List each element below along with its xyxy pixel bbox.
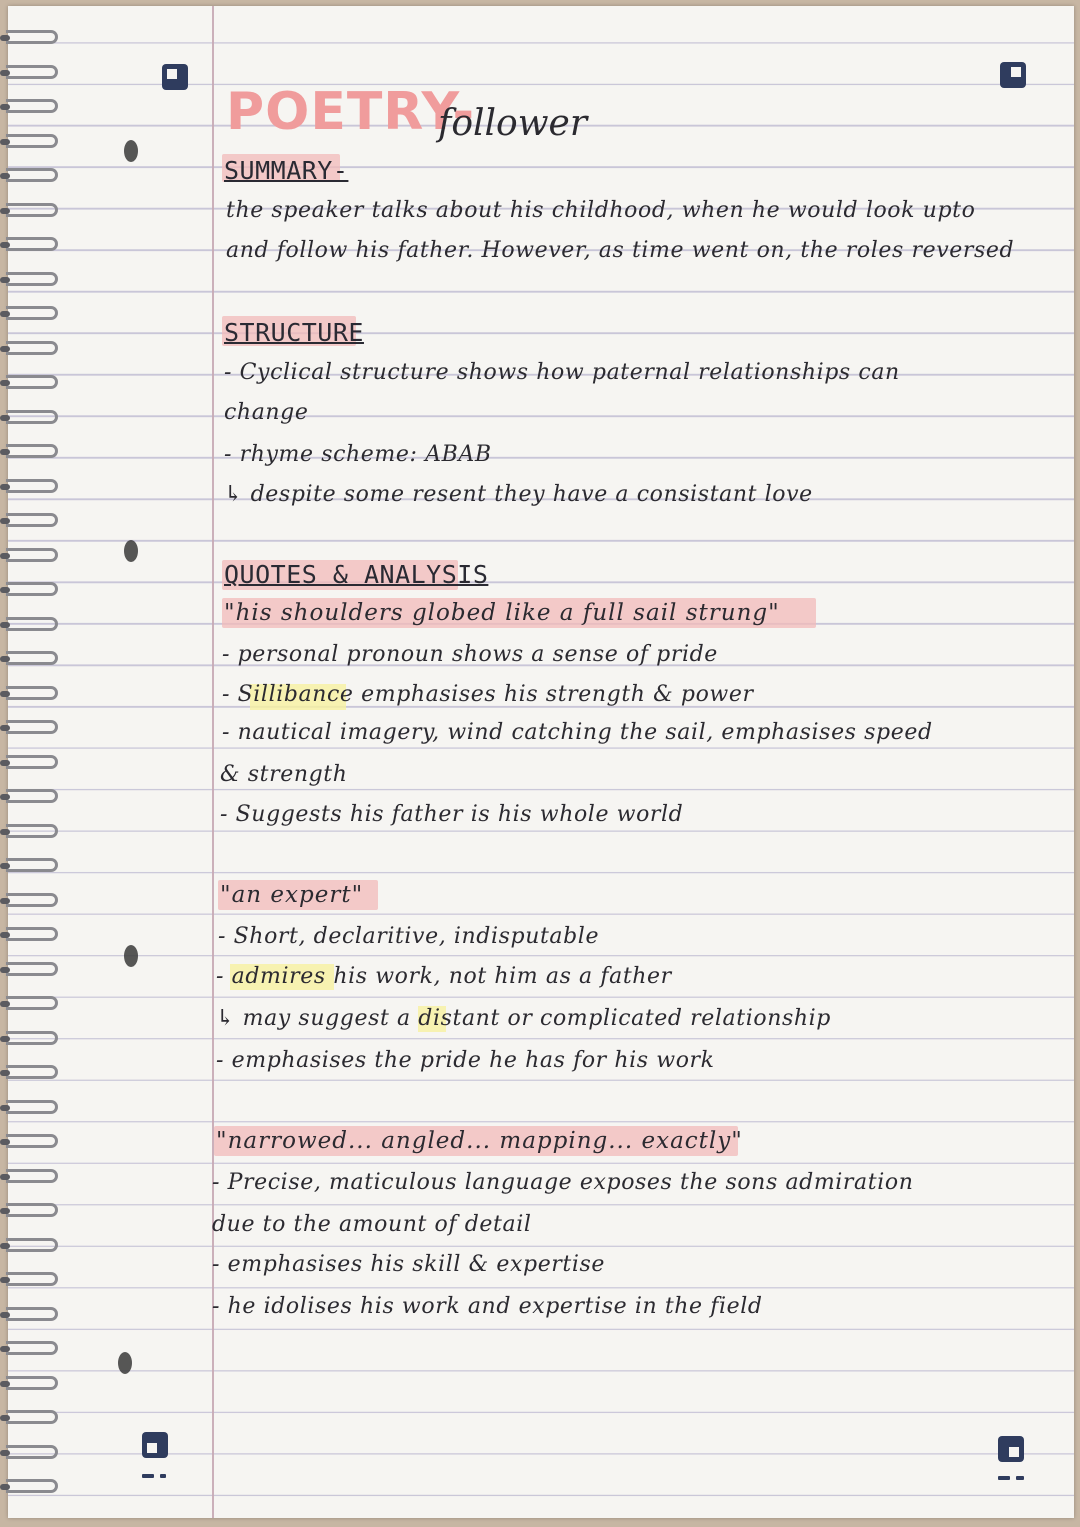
spiral-ring <box>6 479 58 493</box>
spiral-ring <box>6 686 58 700</box>
structure-heading: STRUCTURE <box>224 318 364 347</box>
spiral-ring <box>6 789 58 803</box>
spiral-ring <box>6 203 58 217</box>
spiral-ring <box>6 1376 58 1390</box>
analysis-line: - Short, declaritive, indisputable <box>218 924 600 949</box>
spiral-ring <box>6 996 58 1010</box>
spiral-ring <box>6 99 58 113</box>
punch-hole <box>124 945 138 967</box>
spiral-ring <box>6 824 58 838</box>
analysis-line: - emphasises the pride he has for his work <box>216 1048 715 1073</box>
summary-line: the speaker talks about his childhood, when he would look upto <box>226 198 976 223</box>
page-marker-dash-icon <box>142 1474 154 1478</box>
structure-line: - Cyclical structure shows how paternal relationships can <box>224 360 900 385</box>
summary-heading: SUMMARY- <box>224 156 349 185</box>
spiral-ring <box>6 962 58 976</box>
page-corner-marker-icon <box>998 1436 1024 1462</box>
spiral-ring <box>6 893 58 907</box>
punch-hole <box>124 140 138 162</box>
spiral-ring <box>6 1238 58 1252</box>
spiral-ring <box>6 720 58 734</box>
spiral-ring <box>6 548 58 562</box>
analysis-line: - Sillibance emphasises his strength & power <box>222 682 754 707</box>
analysis-line: - Precise, maticulous language exposes the sons admiration <box>212 1170 914 1195</box>
page-marker-dash-icon <box>160 1474 166 1478</box>
spiral-ring <box>6 927 58 941</box>
spiral-ring <box>6 306 58 320</box>
page-corner-marker-icon <box>162 64 188 90</box>
spiral-ring <box>6 237 58 251</box>
spiral-ring <box>6 30 58 44</box>
analysis-line: - he idolises his work and expertise in the field <box>212 1294 763 1319</box>
spiral-ring <box>6 168 58 182</box>
spiral-ring <box>6 651 58 665</box>
spiral-ring <box>6 410 58 424</box>
spiral-ring <box>6 582 58 596</box>
spiral-ring <box>6 65 58 79</box>
spiral-ring <box>6 617 58 631</box>
spiral-ring <box>6 858 58 872</box>
margin-line <box>212 6 214 1518</box>
spiral-ring <box>6 272 58 286</box>
spiral-ring <box>6 134 58 148</box>
analysis-line: - personal pronoun shows a sense of pride <box>222 642 718 667</box>
spiral-ring <box>6 1272 58 1286</box>
page-marker-dash-icon <box>1016 1476 1024 1480</box>
analysis-line: due to the amount of detail <box>212 1212 532 1237</box>
spiral-ring <box>6 1479 58 1493</box>
quote-text: "an expert" <box>220 882 364 908</box>
analysis-line: - Suggests his father is his whole world <box>220 802 684 827</box>
punch-hole <box>124 540 138 562</box>
spiral-ring <box>6 1065 58 1079</box>
spiral-ring <box>6 1169 58 1183</box>
spiral-ring <box>6 1100 58 1114</box>
structure-line: - rhyme scheme: ABAB <box>224 442 492 467</box>
analysis-line: - nautical imagery, wind catching the sail, emphasises speed <box>222 720 933 745</box>
spiral-ring <box>6 1445 58 1459</box>
notebook-page <box>8 6 1074 1518</box>
spiral-ring <box>6 375 58 389</box>
analysis-line: & strength <box>220 762 348 787</box>
structure-line: change <box>224 400 309 425</box>
quotes-heading: QUOTES & ANALYSIS <box>224 560 489 589</box>
spiral-ring <box>6 341 58 355</box>
spiral-ring <box>6 513 58 527</box>
spiral-ring <box>6 1031 58 1045</box>
punch-hole <box>118 1352 132 1374</box>
spiral-ring <box>6 1203 58 1217</box>
spiral-ring <box>6 1410 58 1424</box>
quote-text: "his shoulders globed like a full sail strung" <box>224 600 780 626</box>
summary-line: and follow his father. However, as time went on, the roles reversed <box>226 238 1015 263</box>
spiral-ring <box>6 755 58 769</box>
spiral-ring <box>6 1307 58 1321</box>
spiral-ring <box>6 1341 58 1355</box>
analysis-line: - emphasises his skill & expertise <box>212 1252 606 1277</box>
analysis-line: ↳ may suggest a distant or complicated relationship <box>216 1006 831 1031</box>
page-corner-marker-icon <box>1000 62 1026 88</box>
title-poem-name: follower <box>438 103 588 144</box>
structure-line: ↳ despite some resent they have a consistant love <box>224 482 813 507</box>
page-marker-dash-icon <box>998 1476 1010 1480</box>
page-corner-marker-icon <box>142 1432 168 1458</box>
quote-text: "narrowed... angled... mapping... exactly" <box>216 1128 743 1154</box>
spiral-ring <box>6 1134 58 1148</box>
spiral-ring <box>6 444 58 458</box>
title-topic: POETRY- <box>226 82 476 142</box>
analysis-line: - admires his work, not him as a father <box>216 964 672 989</box>
